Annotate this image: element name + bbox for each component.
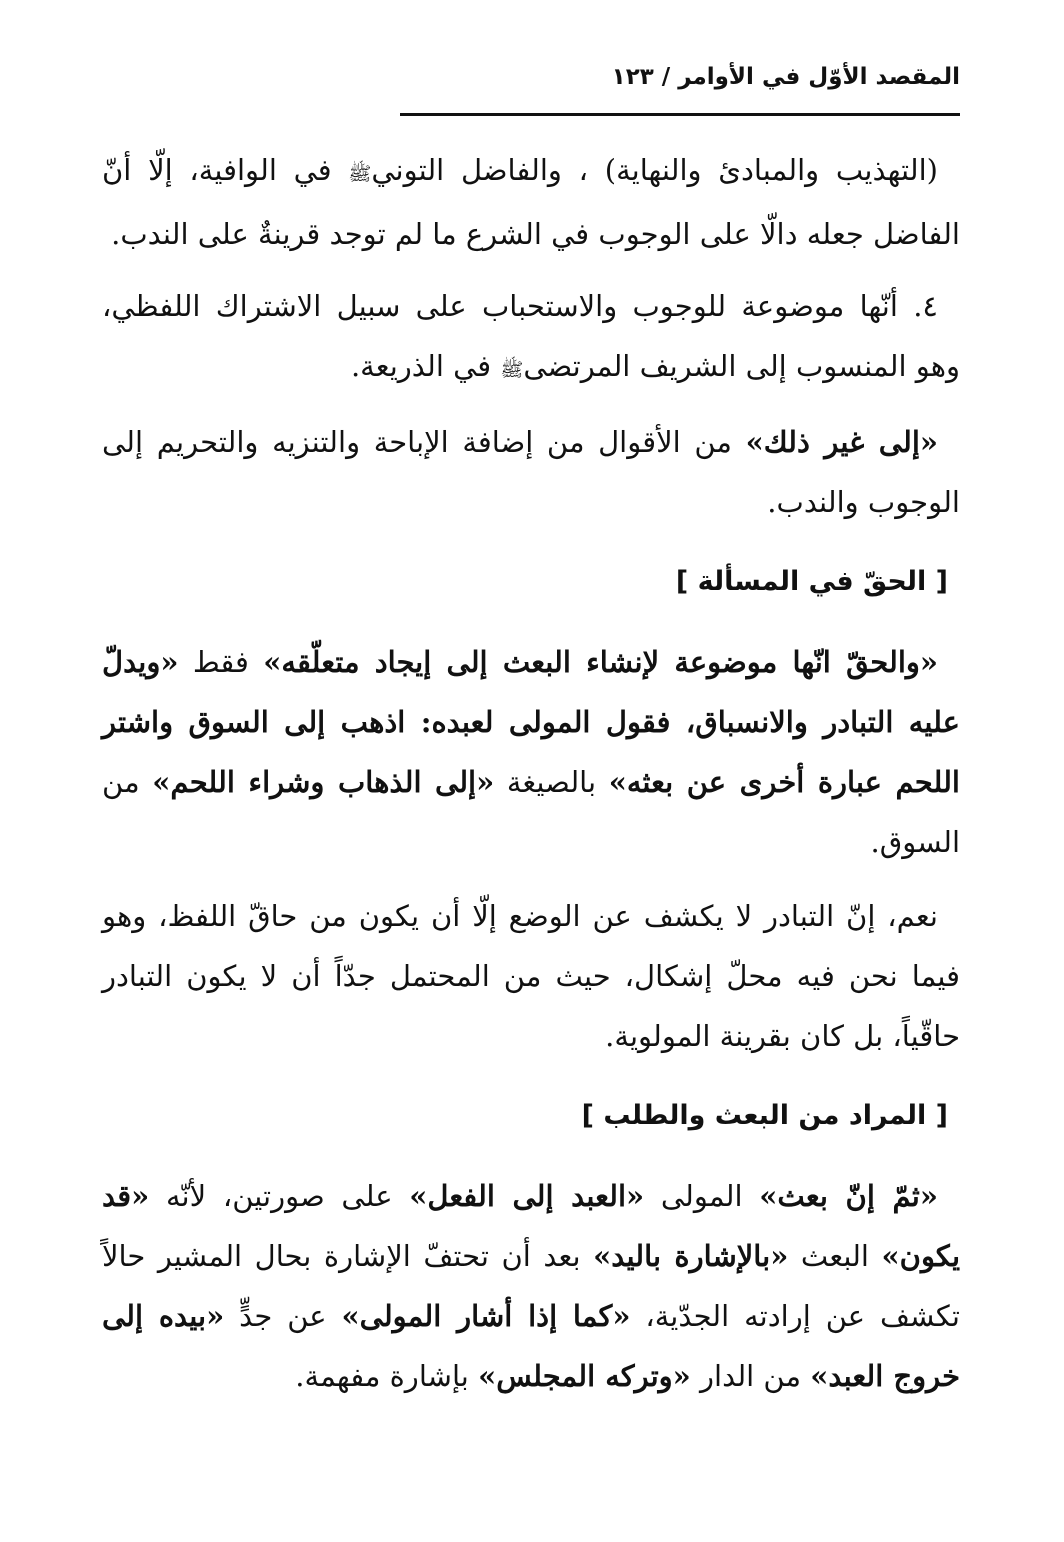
- text-run: بعد أن تحتفّ الإشارة بحال المشير حالاً تكشف عن إرادته الجدّية،: [102, 1239, 960, 1333]
- text-run: (التهذيب والمبادئ والنهاية) ، والفاضل التوني: [371, 153, 938, 187]
- header-rule: [400, 113, 960, 116]
- quoted-text: «ويدلّ عليه التبادر والانسباق، فقول المولى لعبده: اذهب إلى السوق واشتر اللحم عبارة أخرى عن بعثه»: [102, 645, 960, 799]
- text-run: نعم، إنّ التبادر لا يكشف عن الوضع إلّا أن يكون من حاقّ اللفظ، وهو فيما نحن فيه محلّ إشكال، حيث من المحتمل جدّاً أن لا يكون التبادر حاقّياً، بل كان بقرينة المولوية.: [102, 899, 960, 1053]
- honorific-mark: ﷺ: [500, 359, 524, 381]
- section-heading-1: [ الحقّ في المسألة ]: [675, 566, 948, 597]
- text-run: بإشارة مفهمة.: [295, 1359, 479, 1393]
- quoted-text: «بالإشارة باليد»: [593, 1239, 789, 1273]
- paragraph-4: [102, 632, 960, 872]
- text-run: عن جدٍّ: [224, 1299, 342, 1333]
- paragraph-5: [102, 886, 960, 1066]
- text-run: البعث: [788, 1239, 882, 1273]
- text-run: ٤. أنّها موضوعة للوجوب والاستحباب على سبيل الاشتراك اللفظي، وهو المنسوب إلى الشريف المرتضى: [102, 289, 960, 383]
- quoted-text: «بيده إلى خروج العبد»: [102, 1299, 960, 1393]
- paragraph-6: [102, 1166, 960, 1406]
- quoted-text: «قد يكون»: [102, 1179, 961, 1273]
- text-run: بالصيغة: [494, 765, 609, 799]
- text-run: من الدار: [690, 1359, 811, 1393]
- section-heading-2: [ المراد من البعث والطلب ]: [581, 1100, 948, 1131]
- quoted-text: «إلى الذهاب وشراء اللحم»: [152, 765, 495, 799]
- text-run: فقط: [178, 645, 264, 679]
- text-run: على صورتين، لأنّه: [149, 1179, 410, 1213]
- quoted-text: «والحقّ انّها موضوعة لإنشاء البعث إلى إيجاد متعلّقه»: [263, 645, 939, 679]
- text-run: في الذريعة.: [350, 349, 501, 383]
- paragraph-2: [102, 276, 960, 400]
- quoted-text: «وتركه المجلس»: [478, 1359, 691, 1393]
- honorific-mark: ﷺ: [348, 163, 372, 185]
- text-run: من السوق.: [102, 765, 960, 859]
- running-header: المقصد الأوّل في الأوامر / ١٢٣: [611, 64, 960, 90]
- quoted-text: «كما إذا أشار المولى»: [341, 1299, 631, 1333]
- text-run: في الوافية، إلّا أنّ الفاضل جعله دالّا على الوجوب في الشرع ما لم توجد قرينةٌ على الندب.: [102, 153, 960, 251]
- paragraph-1: [102, 140, 960, 264]
- quoted-text: «ثمّ إنّ بعث»: [759, 1179, 938, 1213]
- body-text: [102, 140, 960, 1406]
- text-run: من الأقوال من إضافة الإباحة والتنزيه والتحريم إلى الوجوب والندب.: [102, 425, 960, 519]
- paragraph-3: [102, 412, 960, 532]
- quoted-text: «العبد إلى الفعل»: [409, 1179, 645, 1213]
- quoted-text: «إلى غير ذلك»: [745, 425, 938, 459]
- text-run: المولى: [644, 1179, 760, 1213]
